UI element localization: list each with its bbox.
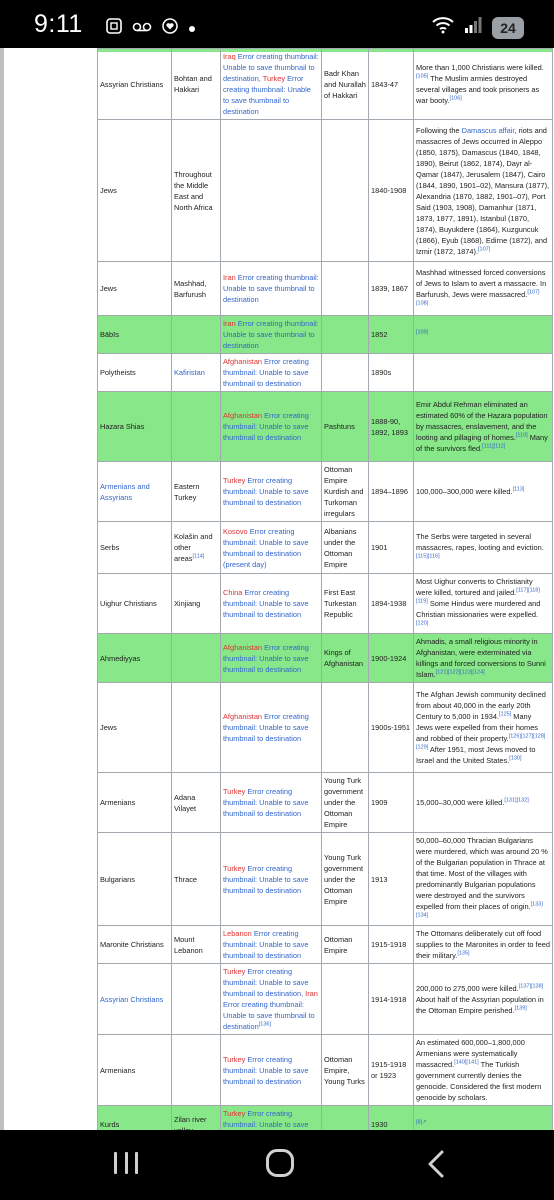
cell-perpetrators [322,120,369,262]
cell-victims [98,574,172,634]
perpetrators-text: First East Turkestan Republic [324,588,357,619]
perpetrators-text: Ottoman Empire, Young Turks [324,1054,365,1086]
victims-text: Bulgarians [100,874,135,884]
location-text: Mount Lebanon [174,934,203,955]
citation-link[interactable]: [137][138] [518,983,544,990]
victims-text: Bābīs [100,330,119,339]
cell-country [221,683,322,773]
cell-year [369,964,414,1035]
cell-year [369,833,414,926]
cell-victims [98,683,172,773]
cell-country [221,574,322,634]
year-text: 1900-1924 [371,653,407,663]
description-text: Many of the survivors fled. [416,433,548,453]
cell-description [414,964,553,1035]
cell-location [172,634,221,683]
description-text: The Serbs were targeted in several massacres, rapes, looting and eviction. [416,532,544,552]
table-row [98,833,553,926]
thumbnail-error-text: Error creating thumbnail: Unable to save thumbnail to destination [223,357,309,388]
cell-perpetrators [322,354,369,392]
cell-location [172,120,221,262]
home-button[interactable] [266,1149,294,1177]
cell-location [172,392,221,462]
location-text: Throughout the Middle East and North Africa [174,169,213,212]
cell-description [414,392,553,462]
cell-country [221,1035,322,1106]
description-text: The Afghan Jewish community declined from about 40,000 in the early 20th Century to 5,000 in 1934. [416,690,546,721]
description-text: , riots and massacres of Jews occurred in Aleppo (1850, 1875), Damascus (1840, 1848, 1890), Beirut (1862, 1874), Dayr al-Qamar (1847), Jerusalem (1847), Cairo (1844, 1890, 1901–02), Mansura (1877), Alexandria (1870, 1882, 1901–07), Port Said (1903, 1908), Damanhur (1871, 1873, 1877, 1891), Istanbul (1870, 1874), Buyukdere (1864), Kuzguncuk (1866), Eyub (1868), Edirne (1872), and Izmir (1872, 1874). [416,125,550,256]
cell-perpetrators [322,634,369,683]
citation-link[interactable]: [107] [478,246,491,253]
cell-victims [98,522,172,574]
cell-perpetrators [322,773,369,833]
cell-location [172,683,221,773]
citation-link[interactable]: [105] [416,73,429,80]
country-link[interactable]: Iran [223,273,236,282]
description-text: Following the [416,125,462,135]
country-link[interactable]: Lebanon [223,929,252,938]
cell-location [172,964,221,1035]
signal-icon [464,16,482,39]
citation-link[interactable]: [135] [457,950,470,957]
status-time: 9:11 [34,10,83,38]
status-bar [0,0,554,48]
cell-location [172,1035,221,1106]
victims-text: Uighur Christians [100,599,157,608]
year-text: 1894–1896 [371,487,408,496]
victims-text: Jews [100,723,117,732]
cell-location [172,262,221,316]
perpetrators-text: Young Turk government under the Ottoman Empire [324,852,364,906]
cell-description [414,522,553,574]
citation-link[interactable]: [110] [515,432,528,439]
thumbnail-error-text: Error creating thumbnail: Unable to save [223,1109,309,1129]
heart-shield-icon [162,18,178,37]
year-text: 1909 [371,798,388,807]
country-link[interactable]: Afghanistan [223,357,263,366]
cell-location [172,833,221,926]
country-link[interactable]: Turkey [223,476,246,485]
table-row [98,574,553,634]
citation-link[interactable]: [8]↗ [416,1119,427,1126]
cell-perpetrators [322,462,369,522]
description-text: 200,000 to 275,000 were killed. [416,983,519,993]
citation-link[interactable]: [139] [514,1005,527,1012]
thumbnail-error-text: Error creating thumbnail: Unable to save thumbnail to destination [223,787,309,818]
location-link[interactable]: Kafiristan [174,368,205,377]
description-text: After 1951, most Jews moved to Israel and the United States. [416,745,536,765]
cell-victims [98,120,172,262]
description-text: 50,000–60,000 Thracian Bulgarians were murdered, which was around 20 % of the Bulgarian population in Thrace at that time. Most of the villages with predominantly Bulgarian populations were destroyed and the survivors expelled from their places of origin. [416,836,548,911]
country-link[interactable]: China [223,588,243,597]
thumbnail-error-text: Error creating thumbnail: Unable to save thumbnail to destination [223,863,309,895]
perpetrators-text: Albanians under the Ottoman Empire [324,526,357,569]
description-text: Most Uighur converts to Christianity were killed, tortured and jailed. [416,577,533,597]
cell-country [221,120,322,262]
description-text: Many Jews were expelled from their homes and robbed of their property. [416,712,538,743]
thumbnail-error-text: Error creating thumbnail: Unable to save thumbnail to destination [223,411,309,442]
citation-link[interactable]: [125] [499,711,512,718]
cell-victims [98,49,172,120]
citation-link[interactable]: [126][127][128][129] [416,733,546,751]
recents-button[interactable] [114,1152,138,1176]
description-text: 15,000–30,000 were killed. [416,798,505,807]
citation-link[interactable]: [114] [192,553,205,560]
perpetrators-text: Kings of Afghanistan [324,648,364,668]
recents-icon-bar [114,1152,117,1174]
table-row [98,634,553,683]
year-text: 1915-1918 [371,940,407,949]
cell-perpetrators [322,926,369,964]
citation-link[interactable]: [140][141] [454,1059,479,1066]
cell-year [369,316,414,354]
cell-country [221,926,322,964]
cell-country [221,262,322,316]
year-text: 1852 [371,330,388,339]
country-link[interactable]: Turkey [223,1054,246,1064]
description-text: Ahmadis, a small religious minority in Afghanistan, were exterminated via killings and forced conversions to Sunni Islam. [416,637,546,679]
cell-country [221,316,322,354]
description-text: Mashhad witnessed forced conversions of Jews to Islam to avert a massacre. In Barfurush, Jews were massacred. [416,267,547,299]
location-text: Adana Vilayet [174,792,197,813]
cell-country [221,49,322,120]
wifi-icon [432,16,454,39]
cell-victims [98,634,172,683]
cell-year [369,926,414,964]
country-link[interactable]: Iran [223,319,236,328]
cell-description [414,833,553,926]
description-text: Some Hindus were murdered and Christian missionaries were expelled. [416,599,541,619]
thumbnail-error-text: Error creating thumbnail: Unable to save thumbnail to destination [223,588,309,619]
year-text: 1839, 1867 [371,284,408,293]
thumbnail-error-text: Error creating thumbnail: Unable to save thumbnail to destination (present day) [223,526,309,569]
cell-location [172,926,221,964]
perpetrators-text: Badr Khan and Nurallah of Hakkari [324,68,366,100]
country-link[interactable]: Turkey [223,863,246,873]
thumbnail-error-text: Error creating thumbnail: Unable to save thumbnail to destination, [223,967,309,998]
thumbnail-error-text: Error creating thumbnail: Unable to save thumbnail to destination [223,74,311,116]
country-link[interactable]: Afghanistan [223,712,263,721]
citation-link[interactable]: [120] [416,620,429,627]
table-row [98,1035,553,1106]
victims-text: Jews [100,284,117,293]
cell-description [414,926,553,964]
cell-country [221,462,322,522]
victims-text: Jews [100,186,117,195]
victims-link[interactable]: Armenians and Assyrians [100,481,150,502]
year-text: 1930 [371,1120,388,1129]
thumbnail-error-text: Error creating thumbnail: Unable to save thumbnail to destination [223,476,309,507]
thumbnail-error-text: Error creating thumbnail: Unable to save thumbnail to destination [223,929,309,960]
cell-victims [98,833,172,926]
cell-perpetrators [322,964,369,1035]
year-text: 1901 [371,543,388,552]
cell-location [172,574,221,634]
cell-location [172,773,221,833]
cell-location [172,316,221,354]
cell-perpetrators [322,683,369,773]
cell-location [172,49,221,120]
citation-link[interactable]: [121][122][123][124] [435,669,485,676]
cell-year [369,262,414,316]
cell-year [369,462,414,522]
location-text: Thrace [174,874,198,884]
cell-victims [98,773,172,833]
cell-year [369,522,414,574]
thumbnail-error-text: Error creating thumbnail: Unable to save thumbnail to destination [223,1054,309,1086]
citation-link[interactable]: [111][112] [482,443,506,450]
country-link[interactable]: Turkey [262,74,286,83]
description-text: An estimated 600,000–1,800,000 Armenians were systematically massacred. [416,1038,525,1069]
cell-description [414,634,553,683]
thumbnail-error-text: Error creating thumbnail: Unable to save thumbnail to destination [223,712,309,743]
cell-victims [98,462,172,522]
cell-perpetrators [322,574,369,634]
perpetrators-text: Pashtuns [324,422,355,431]
country-link[interactable]: Iran [305,989,318,998]
table-row [98,462,553,522]
year-text: 1915-1918 or 1923 [371,1060,407,1080]
cell-description [414,773,553,833]
country-link[interactable]: Afghanistan [223,411,263,420]
citation-link[interactable]: [109] [416,329,429,336]
perpetrators-text: Ottoman Empire [324,934,353,955]
page-left-margin [0,48,97,1130]
description-text: The Turkish government currently denies the genocide. Considered the first modern genocide by scholars. [416,1060,542,1102]
cell-year [369,574,414,634]
thumbnail-error-text: Error creating thumbnail: Unable to save thumbnail to destination [223,319,319,350]
year-text: 1913 [371,874,388,884]
location-text: Xinjiang [174,599,201,608]
cell-description [414,462,553,522]
table-row [98,773,553,833]
cell-year [369,634,414,683]
voicemail-icon [132,20,152,36]
victims-text: Polytheists [100,368,136,377]
location-text: Zilan river [174,1114,207,1124]
screenshot-icon [106,18,122,37]
cell-country [221,392,322,462]
cell-description [414,262,553,316]
location-text: Bohtan and Hakkari [174,74,212,94]
android-nav-bar [0,1130,554,1200]
cell-year [369,773,414,833]
cell-year [369,354,414,392]
table-container [97,48,552,1193]
citation-link[interactable]: [107][108] [416,289,540,307]
table-row [98,354,553,392]
country-link[interactable]: Turkey [223,787,246,796]
cell-perpetrators [322,833,369,926]
cell-country [221,773,322,833]
description-text: More than 1,000 Christians were killed. [416,63,544,72]
cell-victims [98,1035,172,1106]
year-text: 1890s [371,368,392,377]
location-text: Mashhad, Barfurush [174,278,207,299]
description-text: The Ottomans deliberately cut off food supplies to the Maronites in order to feed their military. [416,929,550,960]
citation-link[interactable]: [131][132] [504,797,529,804]
description-text: The Muslim armies destroyed several villages and took prisoners as war booty. [416,74,540,105]
citation-link[interactable]: [117][118][119] [416,587,540,605]
cell-country [221,964,322,1035]
thumbnail-error-text: Error creating thumbnail: Unable to save thumbnail to destination [223,1000,315,1031]
cell-country [221,833,322,926]
year-text: 1900s-1951 [371,723,411,732]
cell-perpetrators [322,392,369,462]
country-link[interactable]: Turkey [223,1109,246,1118]
table-row [98,262,553,316]
victims-link[interactable]: Assyrian Christians [100,994,164,1004]
citation-link[interactable]: [136] [258,1021,271,1028]
cell-perpetrators [322,49,369,120]
victims-text: Serbs [100,543,120,552]
victims-text: Assyrian Christians [100,79,164,89]
cell-victims [98,926,172,964]
thumbnail-error-text: Error creating thumbnail: Unable to save thumbnail to destination, [223,52,319,83]
citation-link[interactable]: [113] [512,486,525,493]
country-link[interactable]: Kosovo [223,526,248,536]
cell-victims [98,964,172,1035]
cell-location [172,462,221,522]
year-text: 1894-1938 [371,599,407,608]
location-text: Eastern Turkey [174,481,200,502]
perpetrators-text: Young Turk government under the Ottoman Empire [324,776,364,829]
description-text: Emir Abdul Rehman eliminated an estimated 60% of the Hazara population by massacres, enslavement, and the looting and pillaging of homes. [416,400,548,442]
perpetrators-text: Ottoman Empire Kurdish and Turkoman irregulars [324,465,364,518]
thumbnail-error-text: Error creating thumbnail: Unable to save thumbnail to destination [223,642,309,674]
victims-text: Armenians [100,1065,136,1075]
cell-perpetrators [322,1035,369,1106]
location-text: Kolašin and other areas [174,532,213,563]
year-text: 1843-47 [371,79,399,89]
cell-description [414,49,553,120]
table-row [98,926,553,964]
cell-country [221,522,322,574]
cell-victims [98,262,172,316]
description-text: About half of the Assyrian population in the Ottoman Empire perished. [416,994,544,1015]
year-text: 1914-1918 [371,994,407,1004]
massacres-table [97,48,553,1193]
victims-text: Maronite Christians [100,940,164,949]
page-edge-divider [0,48,4,1130]
table-row [98,49,553,120]
browser-viewport[interactable] [0,48,554,1130]
table-row [98,964,553,1035]
cell-location [172,354,221,392]
cell-year [369,392,414,462]
cell-description [414,354,553,392]
status-icons-right [432,16,524,39]
cell-victims [98,354,172,392]
table-row [98,316,553,354]
battery-icon: 24 [492,17,524,39]
cell-description [414,574,553,634]
citation-link[interactable]: [133][134] [416,901,543,919]
country-link[interactable]: Turkey [223,967,246,976]
cell-year [369,120,414,262]
back-icon [424,1150,448,1178]
table-row [98,522,553,574]
cell-victims [98,316,172,354]
table-row [98,120,553,262]
cell-country [221,354,322,392]
thumbnail-error-text: Error creating thumbnail: Unable to save thumbnail to destination [223,273,319,304]
victims-text: Kurds [100,1120,120,1129]
cell-description [414,120,553,262]
cell-location [172,522,221,574]
cell-perpetrators [322,262,369,316]
recents-icon-bar [135,1152,138,1174]
country-link[interactable]: Iraq [223,52,236,61]
cell-year [369,683,414,773]
cell-year [369,49,414,120]
cell-perpetrators [322,316,369,354]
recents-icon-bar [125,1152,128,1174]
cell-year [369,1035,414,1106]
victims-text: Hazara Shias [100,422,145,431]
cell-victims [98,392,172,462]
description-link[interactable]: Damascus affair [461,125,515,135]
cell-perpetrators [322,522,369,574]
dot-icon [188,20,196,36]
table-row [98,683,553,773]
cell-description [414,683,553,773]
victims-text: Armenians [100,798,136,807]
year-text: 1840-1908 [371,186,407,195]
victims-text: Ahmediyyas [100,653,141,663]
table-row [98,392,553,462]
cell-description [414,316,553,354]
citation-link[interactable]: [130] [509,755,522,762]
cell-country [221,634,322,683]
status-icons-left [106,18,196,37]
citation-link[interactable]: [115][116] [416,553,440,560]
description-text: 100,000–300,000 were killed. [416,487,513,496]
citation-link[interactable]: [106] [449,95,462,102]
cell-description [414,1035,553,1106]
back-button[interactable] [424,1150,448,1178]
year-text: 1888-90, 1892, 1893 [371,416,408,437]
country-link[interactable]: Afghanistan [223,642,263,652]
